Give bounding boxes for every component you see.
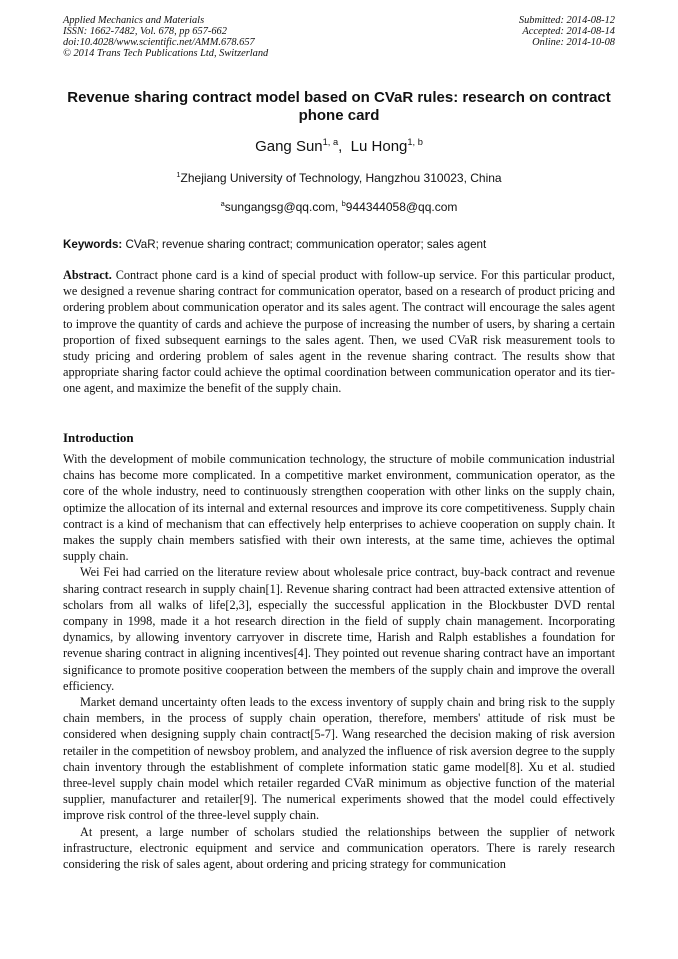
abstract-text: Contract phone card is a kind of special product with follow-up service. For this particular product, we designed a revenue sharing contract for communication operator, based on a research of product pricing and ordering problem about communication operator and its sales agent. The contract will encourage the sales agent to improve the quantity of cards and achieve the purpose of increasing the number of users, by sharing a certain proportion of fixed subsequent earnings to the sales agent. Then, we used CVaR risk measurement tools to study pricing and ordering problem of sales agent in the revenue sharing contract. The results show that appropriate sharing factor could achieve the optimal coordination between communication operator and its tier-one agent, and maximize the benefit of the supply chain. <box>63 268 615 396</box>
email-address: sungangsg@qq.com <box>224 200 335 214</box>
author-superscript: 1, a <box>322 137 339 147</box>
section-heading-introduction: Introduction <box>63 430 134 445</box>
affiliation <box>0 171 678 185</box>
paragraph: Market demand uncertainty often leads to the excess inventory of supply chain and bring risk to the supply chain members, in the process of supply chain operation, therefore, members' attitude of risk must be considered when designing supply chain contract[5-7]. Wang researched the decision making of risk aversion retailer in the competition of newsboy problem, and analyzed the influence of risk aversion degree to the supply chain inventory through the establishment of complete information static game model[8]. Xu et al. studied three-level supply chain model which retailer regarded CVaR minimum as objective function of the material supplier, manufacturer and retailer[9]. The numerical experiments showed that the model could effectively improve risk control of the three-level supply chain. <box>63 695 615 823</box>
keywords <box>63 238 615 251</box>
journal-issn: ISSN: 1662-7482, Vol. 678, pp 657-662 <box>63 26 227 37</box>
paragraph: Wei Fei had carried on the literature review about wholesale price contract, buy-back contract and revenue sharing contract research in supply chain[1]. Revenue sharing contract had been attracted extensive attention of scholars from all walks of life[2,3], especially the successful application in the Blockbuster DVD rental company in 1998, made it a hot research direction in the field of supply chain management. Incorporating dynamics, by allowing inventory carryover in discrete time, Harish and Ralph establishes a foundation for revenue sharing contract in aligning incentives[4]. They pointed out revenue sharing contract have an important significance to promote positive cooperation between the members of the supply chain and improve the overall efficiency. <box>63 565 615 693</box>
online-date: Online: 2014-10-08 <box>532 37 615 48</box>
affiliation-text: Zhejiang University of Technology, Hangzhou 310023, China <box>180 171 502 185</box>
journal-name: Applied Mechanics and Materials <box>63 15 205 26</box>
author-list <box>0 138 678 155</box>
affiliation-superscript: 1 <box>176 170 181 179</box>
email-address: 944344058@qq.com <box>345 200 458 214</box>
journal-header-left <box>63 15 268 59</box>
keywords-label: Keywords: <box>63 238 123 251</box>
introduction-body <box>63 451 615 872</box>
author-superscript: 1, b <box>407 137 423 147</box>
journal-copyright: © 2014 Trans Tech Publications Ltd, Switzerland <box>63 48 269 59</box>
email-superscript: a <box>220 199 225 208</box>
submitted-date: Submitted: 2014-08-12 <box>518 15 615 26</box>
keywords-text: CVaR; revenue sharing contract; communication operator; sales agent <box>125 238 487 251</box>
email-superscript: b <box>341 199 346 208</box>
journal-header-right <box>519 15 615 48</box>
abstract <box>63 267 615 397</box>
journal-doi: doi:10.4028/www.scientific.net/AMM.678.657 <box>63 37 255 48</box>
paragraph: With the development of mobile communication technology, the structure of mobile communication industrial chains has become more complicated. In a competitive market environment, communication operator, as the core of the whole industry, need to continuously strengthen cooperation with other links on the supply chain, optimize the allocation of its internal and external resources and improve its core competitiveness. Supply chain contract is a kind of mechanism that can effectively help enterprises to achieve cooperation on supply chain. It makes the supply chain members satisfied with their own interests, at the same time, achieves the optimal supply chain. <box>63 452 615 564</box>
author-name: Gang Sun <box>255 138 323 155</box>
author-name: Lu Hong <box>350 138 408 155</box>
accepted-date: Accepted: 2014-08-14 <box>522 26 615 37</box>
abstract-label: Abstract. <box>63 268 112 282</box>
author-emails: $^a$sungangsg@qq.com, $^b$944344058@qq.com <box>220 199 458 214</box>
paragraph: At present, a large number of scholars studied the relationships between the supplier of network infrastructure, electronic equipment and service and communication operators. There is rarely research considering the risk of sales agent, about ordering and pricing strategy for communication <box>63 824 615 872</box>
author-separator: , <box>338 138 343 155</box>
paper-title: Revenue sharing contract model based on CVaR rules: research on contract phone card <box>67 89 611 124</box>
